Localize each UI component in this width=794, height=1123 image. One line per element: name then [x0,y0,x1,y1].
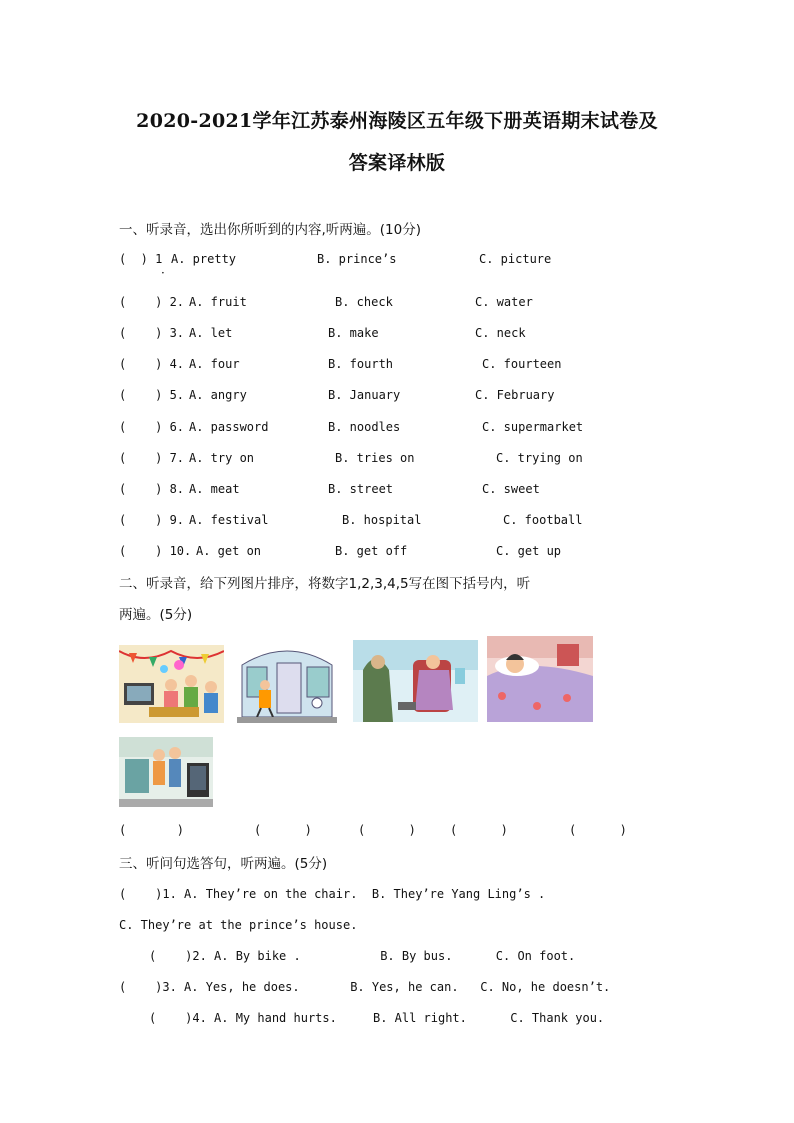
option-c: C. trying on [496,451,583,465]
picture-sick-woman [353,640,478,722]
option-b: B. noodles [328,420,401,434]
answer-bracket[interactable]: ( ) [119,823,185,837]
question-number: ( ) 3. [119,326,185,340]
question-line: ( )4. A. My hand hurts. B. All right. C. Thank you. [149,1011,605,1025]
option-b: B. street [328,482,394,496]
question-number: ( ) 6. [119,420,185,434]
option-a: A. fruit [189,295,247,309]
question-number: ( ) 1 [119,252,163,266]
section3-heading: 三、听问句选答句，听两遍。(5分) [119,856,328,872]
option-c: C. water [475,295,533,309]
option-a: A. try on [189,451,255,465]
option-c: C. picture [479,252,552,266]
option-c: C. football [503,513,583,527]
dot-mark: · [161,266,165,280]
option-b: B. January [328,388,401,402]
answer-bracket[interactable]: ( ) [358,823,416,837]
question-line: C. They’re at the prince’s house. [119,918,358,932]
option-b: B. get off [335,544,408,558]
option-a: A. four [189,357,240,371]
answer-bracket[interactable]: ( ) [254,823,312,837]
page-title-line1: 2020-2021学年江苏泰州海陵区五年级下册英语期末试卷及 [136,110,658,132]
question-number: ( ) 4. [119,357,185,371]
question-number: ( ) 5. [119,388,185,402]
answer-bracket[interactable]: ( ) [569,823,627,837]
question-number: ( ) 10. [119,544,192,558]
picture-girl-in-bed [487,636,593,722]
option-a: A. get on [196,544,262,558]
option-c: C. fourteen [482,357,562,371]
option-a: A. pretty [171,252,237,266]
option-c: C. supermarket [482,420,584,434]
picture-train [237,645,337,723]
question-line: ( )1. A. They’re on the chair. B. They’re Yang Ling’s . [119,887,546,901]
question-line: ( )2. A. By bike . B. By bus. C. On foot. [149,949,576,963]
option-b: B. check [335,295,393,309]
option-b: B. prince’s [317,252,397,266]
option-c: C. sweet [482,482,540,496]
question-number: ( ) 9. [119,513,185,527]
section2-heading-line1: 二、听录音，给下列图片排序，将数字1,2,3,4,5写在图下括号内，听 [119,576,531,592]
option-c: C. neck [475,326,526,340]
option-b: B. make [328,326,379,340]
option-a: A. password [189,420,269,434]
option-a: A. let [189,326,233,340]
question-number: ( ) 7. [119,451,185,465]
option-a: A. meat [189,482,240,496]
page-title-line2: 答案译林版 [348,152,446,174]
option-b: B. tries on [335,451,415,465]
option-b: B. hospital [342,513,422,527]
question-number: ( ) 8. [119,482,185,496]
answer-bracket[interactable]: ( ) [450,823,508,837]
option-c: C. get up [496,544,562,558]
question-number: ( ) 2. [119,295,185,309]
section2-heading-line2: 两遍。(5分) [119,607,193,623]
option-a: A. angry [189,388,247,402]
option-b: B. fourth [328,357,394,371]
picture-party [119,645,224,723]
question-line: ( )3. A. Yes, he does. B. Yes, he can. C. No, he doesn’t. [119,980,611,994]
section1-heading: 一、听录音，选出你所听到的内容,听两遍。(10分) [119,222,422,238]
picture-boy-tv [119,737,213,807]
option-c: C. February [475,388,555,402]
option-a: A. festival [189,513,269,527]
